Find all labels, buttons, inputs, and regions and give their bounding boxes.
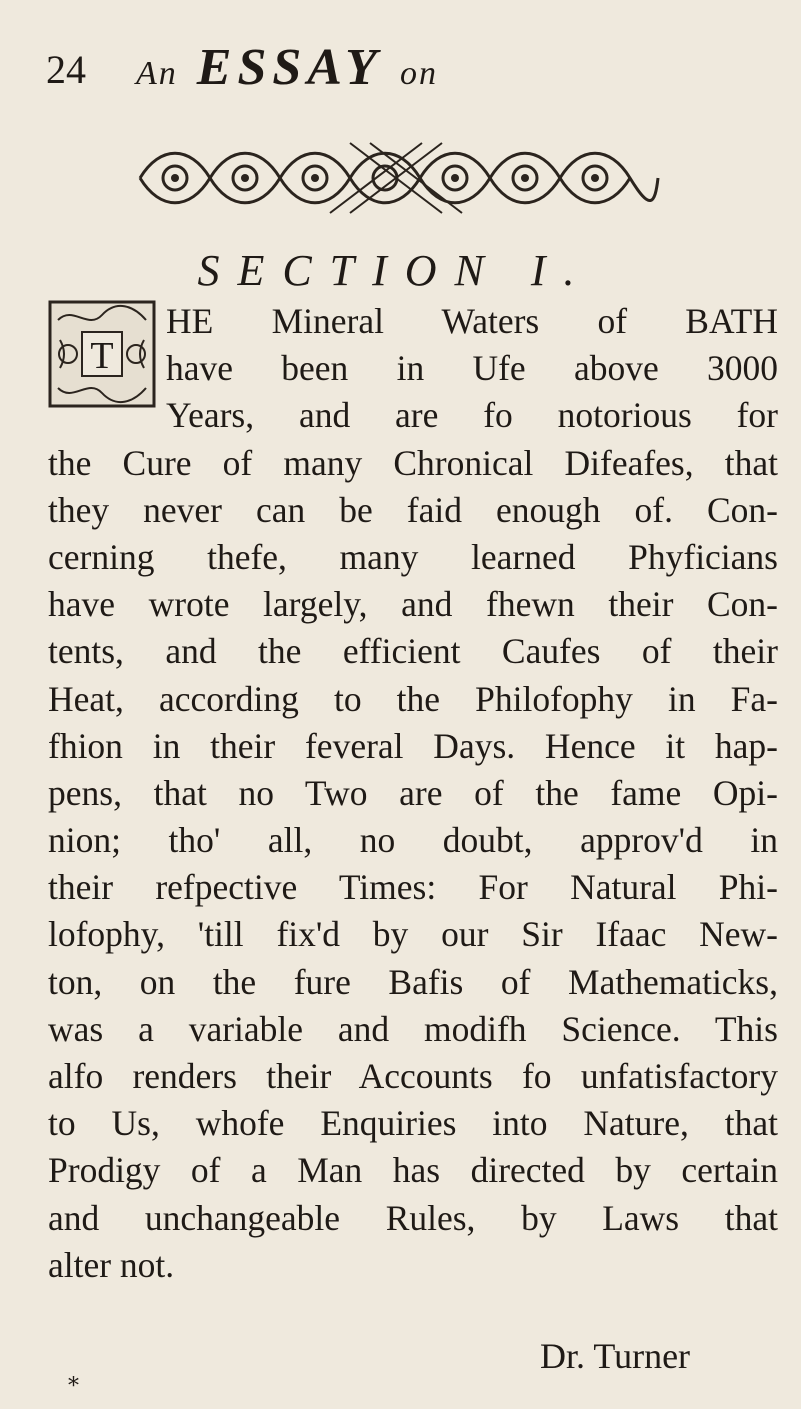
text-line: ton, on the fure Bafis of Mathematicks, bbox=[48, 961, 778, 1002]
text-line: Years, and are fo notorious for bbox=[166, 395, 778, 436]
headpiece-ornament bbox=[130, 135, 662, 221]
text-line: Heat, according to the Philofophy in Fa- bbox=[48, 678, 778, 719]
page-number: 24 bbox=[46, 47, 86, 92]
text-line: was a variable and modifh Science. This bbox=[48, 1008, 778, 1049]
text-line: and unchangeable Rules, by Laws that bbox=[48, 1197, 778, 1238]
text-line: fhion in their feveral Days. Hence it hap- bbox=[48, 725, 778, 766]
text-line: have been in Ufe above 3000 bbox=[166, 348, 778, 389]
text-line: tents, and the efficient Caufes of their bbox=[48, 631, 778, 672]
text-line: alfo renders their Accounts fo unfatisfactory bbox=[48, 1056, 778, 1096]
author-signature: Dr. Turner bbox=[540, 1336, 691, 1376]
text-line: nion; tho' all, no doubt, approv'd in bbox=[48, 820, 778, 861]
text-line: lofophy, 'till fix'd by our Sir Ifaac New- bbox=[48, 914, 778, 955]
text-line: they never can be faid enough of. Con- bbox=[48, 489, 778, 530]
text-line: HE Mineral Waters of BATH bbox=[166, 301, 778, 341]
running-head bbox=[46, 38, 755, 98]
text-line: Prodigy of a Man has directed by certain bbox=[48, 1150, 778, 1191]
text-line: cerning thefe, many learned Phyficians bbox=[48, 536, 778, 577]
body-text bbox=[48, 298, 778, 1289]
catchword-mark: * bbox=[68, 1374, 79, 1399]
text-line: their refpective Times: For Natural Phi- bbox=[48, 867, 778, 908]
text-line: the Cure of many Chronical Difeafes, that bbox=[48, 442, 778, 483]
text-line: have wrote largely, and fhewn their Con- bbox=[48, 584, 778, 625]
section-heading: SECTION I. bbox=[197, 246, 593, 295]
text-line: pens, that no Two are of the fame Opi- bbox=[48, 772, 778, 813]
text-line: alter not. bbox=[48, 1244, 175, 1285]
svg-text:T: T bbox=[90, 335, 114, 377]
text-line: to Us, whofe Enquiries into Nature, that bbox=[48, 1103, 778, 1144]
running-head-title: An ESSAY on bbox=[136, 39, 438, 96]
